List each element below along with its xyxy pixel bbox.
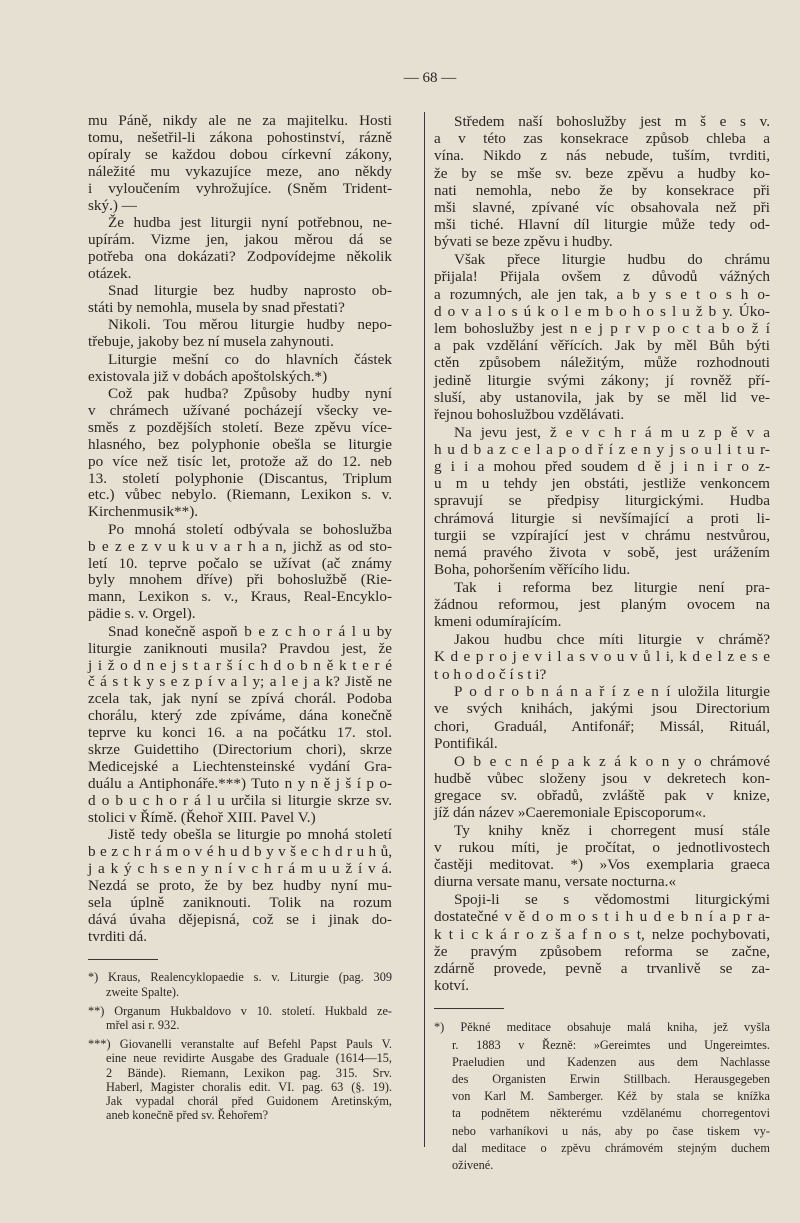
text-line: zdárně provede, pevně a trvanlivě se za-	[434, 959, 770, 977]
text-line: dává úvaha dějepisná, což se i jinak do-	[88, 910, 392, 928]
column-divider	[424, 112, 425, 1147]
text-line: j a k ý c h s e n y n í v c h r á m u u ž í v á.	[88, 859, 392, 877]
text-line: j i ž o d n e j s t a r š í c h d o b n ě k t e r é	[88, 656, 392, 674]
text-line: gregace sv. obřadů, zvláště pak v knize,	[434, 786, 770, 804]
footnote-line: 2 Bände). Riemann, Lexikon pag. 315. Srv.	[106, 1065, 392, 1080]
text-line: přijala! Přijala ovšem z důvodů vážných	[434, 268, 770, 286]
text-line: kotví.	[434, 977, 470, 995]
text-line: Nikoli. Tou měrou liturgie hudby nepo-	[108, 316, 392, 334]
text-line: jíž dán název »Caeremoniale Episcoporum«.	[434, 804, 707, 822]
text-line: Snad konečně aspoň b e z c h o r á l u by	[108, 622, 392, 640]
text-line: pädie s. v. Orgel).	[88, 605, 196, 623]
paragraph	[88, 352, 392, 386]
footnote-line: *) Kraus, Realencyklopaedie s. v. Liturgie (pag. 309	[88, 970, 392, 985]
text-line: sluší, aby ustanovila, jak by se měl lid ve-	[434, 388, 770, 406]
text-line: u m u tehdy jen obstáti, jestliže venkoncem	[434, 475, 770, 493]
text-line: ský.) —	[88, 196, 137, 214]
footnote-line: Haberl, Magister choralis edit. VI. pag. 63 (§. 19).	[106, 1079, 392, 1094]
text-line: tomu, nešetřil-li zákona pohostinství, rázně	[88, 128, 392, 146]
text-line: a pak vzdělání věřících. Jak by měl Bůh býti	[434, 337, 770, 355]
text-line: Jakou hudbu chce míti liturgie v chrámě?	[454, 631, 770, 649]
text-line: teprve ku konci 16. a na počátku 17. stol.	[88, 724, 392, 742]
footnote-line: ta podnětem některému vzdělanému chorregentovi	[452, 1106, 770, 1121]
text-line: nemá pravého života v sobě, jest urážením	[434, 544, 770, 562]
text-line: hudbě vůbec složeny jsou v dekretech kon-	[434, 769, 770, 787]
text-line: řejnou bohoslužbou vzdělávati.	[434, 405, 625, 423]
paragraph	[434, 579, 770, 631]
text-line: O b e c n é p a k z á k o n y o chrámové	[454, 752, 770, 770]
footnote-separator	[434, 1008, 504, 1009]
text-line: častěji meditovat. *) »Vos exemplaria graeca	[434, 856, 770, 874]
text-line: Na jevu jest, ž e v c h r á m u z p ě v a	[454, 423, 770, 441]
text-line: d o v a l o s ú k o l e m b o h o s l u ž b y. Úko-	[434, 302, 770, 320]
paragraph	[88, 386, 392, 521]
text-line: náležité mu vykazujíce meze, ano někdy	[88, 162, 392, 180]
footnote	[434, 1019, 770, 1174]
paragraph	[88, 283, 392, 317]
text-line: diurna versate manu, versate nocturna.«	[434, 873, 677, 891]
text-line: liturgie zaniknouti musila? Pravdou jest, že	[88, 639, 392, 657]
text-line: P o d r o b n á n a ř í z e n í uložila liturgie	[454, 683, 770, 701]
text-line: sela úplně zaniknouti. Tolik na rozum	[88, 893, 392, 911]
text-line: chori, Graduál, Antifonář; Missál, Rituál,	[434, 717, 770, 735]
paragraph	[88, 317, 392, 351]
text-line: Ty knihy kněz i chorregent musí stále	[454, 821, 770, 839]
footnote-separator	[88, 959, 158, 960]
text-line: Jistě tedy obešla se liturgie po mnohá století	[108, 826, 392, 844]
footnote-line: von Karl M. Samberger. Kéž by stala se knížka	[452, 1089, 770, 1104]
text-line: etc.) vůbec nebylo. (Riemann, Lexikon s. v.	[88, 486, 392, 504]
text-line: duálu a Antiphonáře.***) Tuto n y n ě j š í p o-	[88, 774, 392, 792]
text-line: Tak i reforma bez liturgie není pra-	[454, 578, 770, 596]
paragraph	[88, 522, 392, 623]
text-line: Středem naší bohoslužby jest m š e s v.	[454, 113, 770, 130]
text-line: lem bohoslužby jest n e j p r v p o c t a b o ž í	[434, 319, 770, 337]
text-line: č á s t k y s e z p í v a l y; a l e j a k? Jistě ne	[88, 673, 392, 691]
footnote-line: nebo varhaníkovi u nás, aby po čase tiskem vy-	[452, 1123, 770, 1138]
text-line: mši tiché. Hlavní díl liturgie může tedy od-	[434, 216, 770, 234]
text-line: opíraly se každou dobou církevní zákony,	[88, 145, 392, 163]
paragraph	[88, 624, 392, 827]
text-line: kmeni odumírajícím.	[434, 613, 562, 631]
text-line: chrámová liturgie si nevšímající a proti li-	[434, 509, 770, 527]
footnote-line: des Organisten Erwin Stillbach. Herausgegeben	[452, 1071, 770, 1086]
text-line: upírám. Vizme jen, jakou měrou dá se	[88, 230, 392, 248]
text-line: Po mnohá století odbývala se bohoslužba	[108, 520, 392, 538]
paragraph	[434, 683, 770, 752]
text-line: v chrámech užívané pocházejí všecky ve-	[88, 401, 392, 419]
text-line: b e z e z v u k u v a r h a n, jichž as od sto-	[88, 537, 392, 555]
text-line: chorálu, který zde zpíváme, dána konečně	[88, 707, 392, 725]
footnote-line: *) Pěkné meditace obsahuje malá kniha, jež vyšla	[434, 1020, 770, 1035]
text-line: Spoji-li se s vědomostmi liturgickými	[454, 891, 770, 909]
text-line: Pontifikál.	[434, 734, 498, 752]
text-line: Že hudba jest liturgii nyní potřebnou, ne-	[108, 213, 392, 231]
text-line: Snad liturgie bez hudby naprosto ob-	[108, 282, 392, 300]
text-line: a v této zas konsekrace způsob chleba a	[434, 130, 770, 148]
text-line: bývati se beze zpěvu i hudby.	[434, 233, 613, 251]
page-number: — 68 —	[403, 70, 457, 86]
text-line: vína. Nikdo z nás nebude, tuším, tvrditi,	[434, 147, 770, 165]
footnote-line: Jak vypadal chorál před Guidonem Aretinským,	[106, 1094, 392, 1109]
footnote-line: dal meditace o zpěvu chrámovém stejným duchem	[452, 1140, 770, 1155]
footnote-line: zweite Spalte).	[106, 984, 180, 999]
text-line: Liturgie mešní co do hlavních částek	[108, 350, 392, 368]
text-line: Což pak hudba? Způsoby hudby nyní	[108, 385, 392, 402]
text-line: Kirchenmusik**).	[88, 503, 199, 521]
text-line: skrze Guidettiho (Directorium chori), skrze	[88, 741, 392, 759]
text-line: d o b u c h o r á l u určila si liturgie skrze sv.	[88, 791, 392, 809]
footnote-line: Praeludien und Kadenzen aus dem Nachlasse	[452, 1054, 770, 1069]
paragraph	[88, 113, 392, 214]
text-line: státi by nemohla, musela by snad přestati?	[88, 298, 345, 316]
footnote-line: ***) Giovanelli veranstalte auf Befehl Papst Pauls V.	[88, 1037, 392, 1052]
text-line: letí 10. teprve počalo se užívat (ač známy	[88, 554, 392, 572]
paragraph	[434, 113, 770, 251]
text-line: po více než tisíc let, protože až do 12. neb	[88, 452, 392, 470]
paragraph	[88, 827, 392, 945]
text-line: že pravým způsobem reforma se začne,	[434, 942, 770, 960]
footnote	[88, 1037, 392, 1122]
text-line: a rozumných, ale jen tak, a b y s e t o s h o-	[434, 285, 770, 303]
paragraph	[434, 631, 770, 683]
text-line: v rukou míti, je pročítat, o jednotlivostech	[434, 839, 770, 857]
text-line: b e z c h r á m o v é h u d b y v š e c h d r u h ů,	[88, 842, 392, 860]
text-line: potřeba ona dokázati? Zodpovídejme několik	[88, 247, 392, 265]
footnote-line: eine neue revidirte Ausgabe des Graduale (1614—15,	[106, 1051, 392, 1066]
footnote-line: mřel asi r. 932.	[106, 1018, 180, 1033]
text-line: i vyloučením vyhrožujíce. (Sněm Trident-	[88, 179, 392, 197]
text-line: Medicejské a Liechtensteinské vydání Gra-	[88, 757, 392, 775]
footnote-line: aneb konečně před sv. Řehořem?	[106, 1108, 269, 1123]
text-line: směs z pozdějších století. Beze zpěvu více-	[88, 418, 392, 436]
text-line: Boha, pohoršením věřícího lidu.	[434, 561, 631, 579]
text-line: jedině liturgie svými zákony; jí rovněž pří-	[434, 371, 770, 389]
text-line: Však přece liturgie hudbu do chrámu	[454, 251, 770, 269]
paragraph	[434, 822, 770, 891]
text-line: stolici v Římě. (Řehoř XIII. Pavel V.)	[88, 808, 316, 826]
paragraph	[88, 215, 392, 283]
text-line: ctěn způsobem náležitým, může rozhodnouti	[434, 354, 770, 372]
text-line: turgii se vzpírající jest v chrámu nestvůrou,	[434, 526, 770, 544]
footnote-line: **) Organum Hukbaldovo v 10. století. Hukbald ze-	[88, 1003, 392, 1018]
text-line: dostatečné v ě d o m o s t i h u d e b n í a p r a-	[434, 908, 770, 926]
text-line: spravují se předpisy liturgickými. Hudba	[434, 492, 770, 510]
text-line: hlasného, bez polyphonie obešla se liturgie	[88, 435, 392, 453]
text-line: Nezdá se proto, že by bez hudby nyní mu-	[88, 876, 392, 894]
text-line: h u d b a z c e l a p o d ř í z e n y j s o u l i t u r-	[434, 440, 770, 458]
text-line: K d e p r o j e v i l a s v o u v ů l i, k d e l z e s e	[434, 648, 770, 666]
text-line: že by se mše sv. beze zpěvu a hudby ko-	[434, 164, 770, 182]
right-column	[434, 113, 770, 1179]
text-line: tvrditi dá.	[88, 927, 148, 945]
paragraph	[434, 753, 770, 822]
text-line: g i i a mohou před soudem d ě j i n i r o z-	[434, 458, 770, 476]
footnote-line: oživené.	[452, 1157, 494, 1172]
text-line: nati nemohla, nebo že by konsekrace při	[434, 181, 770, 199]
left-column	[88, 113, 392, 1127]
footnote-line: r. 1883 v Řezně: »Gereimtes und Ungereimtes.	[452, 1037, 770, 1052]
text-line: otázek.	[88, 264, 132, 282]
text-line: žádnou reformou, jest planým ovocem na	[434, 596, 770, 614]
text-line: t o h o d o č í s t i?	[434, 665, 547, 683]
text-line: zcela tak, jak nyní se zpívá chorál. Podoba	[88, 690, 392, 708]
text-line: ve svých knihách, jakými jsou Directorium	[434, 700, 770, 718]
text-line: existovala již v dobách apoštolských.*)	[88, 367, 328, 385]
text-line: třebuje, jakoby bez ní musela zahynouti.	[88, 333, 334, 351]
footnote	[88, 970, 392, 998]
text-line: mann, Lexikon s. v., Kraus, Real-Encyklo-	[88, 588, 392, 606]
text-line: 13. století polyphonie (Discantus, Triplum	[88, 469, 392, 487]
footnote	[88, 1004, 392, 1032]
text-line: byly mnohem dříve) při bohoslužbě (Rie-	[88, 571, 392, 589]
text-line: k t i c k á r o z š a f n o s t, nelze pochybovati,	[434, 925, 770, 943]
paragraph	[434, 891, 770, 994]
paragraph	[434, 424, 770, 579]
paragraph	[434, 251, 770, 423]
text-line: mši slavné, zpívané víc obsahovala než při	[434, 199, 770, 217]
text-line: mu Páně, nikdy ale ne za majitelku. Hosti	[88, 112, 392, 129]
